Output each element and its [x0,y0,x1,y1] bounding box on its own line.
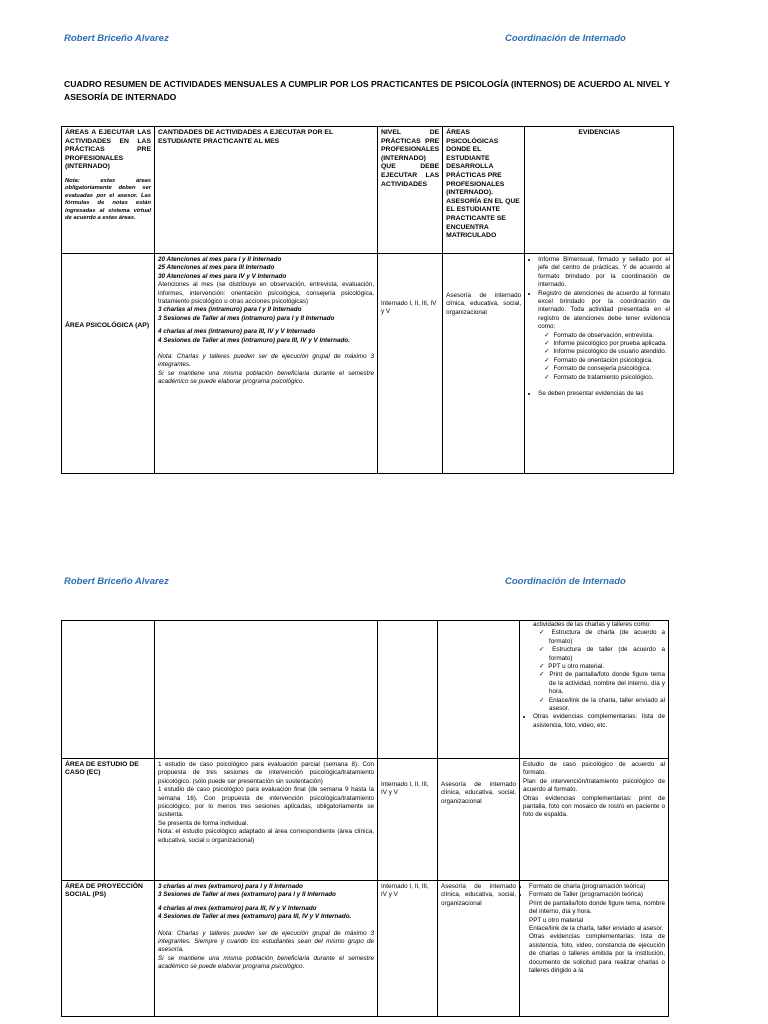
activity-item: 1 estudio de caso psicológico para evaluación final (de semana 9 hasta la semana 16). Con propuesta de intervención psicológica/tratamiento psicológico, por lo menos tres sesiones aplicadas, obligatoriamente se sustenta. [158,786,374,819]
evidence-item: Otras evidencias complementarias: print de pantalla, foto con mosaico de rostro en paciente o foto de espalda. [523,794,665,819]
activity-item: 4 Sesiones de Taller al mes (extramuro) para III, IV y V Internado. [158,913,352,921]
activity-item: 30 Atenciones al mes para IV y V Internado [158,272,287,280]
table-row-continuation [62,621,669,759]
activity-note: Nota: Charlas y talleres pueden ser de ejecución grupal de máximo 3 integrantes. Siempre y cuando los estudiantes sean del mismo grupo de asesoría. [158,929,374,954]
evidence-check-item: ✓ PPT u otro material. [549,663,665,671]
activity-item: 3 Sesiones de Taller al mes (extramuro) para I y II Internado [158,891,336,899]
activity-item: Se presenta de forma individual. [158,819,249,827]
area-label-ps: ÁREA DE PROYECCIÓN SOCIAL (PS) [62,881,155,1017]
area-label-empty [62,621,155,759]
evidence-item: • Informe Bimensual, firmado y sellado por el jefe del centro de prácticas. Y de acuerdo al formato brindado por la coordinación de internado. [538,256,670,290]
level-ap: Internado I, II, III, IV y V [378,254,443,474]
header-department: Coordinación de Internado [505,33,626,44]
evidence-check-item: ✓ Formato de observación, entrevista. [554,332,670,340]
evidence-check-item: ✓ Formato de tratamiento psicológico. [554,374,670,382]
evidence-line: PPT u otro material [529,916,584,924]
advisory-ec: Asesoría de internado clínica, educativa, social, organizacional [438,759,520,881]
table-row-ec [62,759,669,881]
activity-item: 3 Sesiones de Taller al mes (intramuro) para I y II Internado [158,314,335,322]
header-department-page2: Coordinación de Internado [505,576,626,587]
evidence-item: Estudio de caso psicológico de acuerdo al formato. [523,761,665,777]
activity-note: Si se mantiene una misma población beneficiaria durante el semestre académico se puede elaborar programa psicológico. [158,369,374,386]
header-level: NIVEL DE PRÁCTICAS PRE PROFESIONALES (INTERNADO) QUE DEBE EJECUTAR LAS ACTIVIDADES [378,127,443,254]
activities-ec [155,759,378,881]
evidence-line: Otras evidencias complementarias: lista de asistencia, foto, video, constancia de ejecución de charlas o talleres emitida por la institución, documento de solicitud para realizar charlas o talleres dirigido a la [529,933,665,975]
activities-ap [155,254,378,474]
activities-ps [155,881,378,1017]
table-row-ps [62,881,669,1017]
evidence-check-item: ✓ Estructura de taller (de acuerdo a formato) [549,646,665,663]
evidence-check-item: ✓ Print de pantalla/foto donde figure tema de la actividad, nombre del interno, día y hora. [549,671,665,696]
level-empty [378,621,438,759]
evidence-ap [525,254,674,474]
evidence-item: • Formato de Taller (programación teórica) [529,891,665,899]
evidence-ec [520,759,669,881]
evidence-item: Plan de intervención/tratamiento psicológico de acuerdo al formato. [523,777,665,794]
evidence-check-item: ✓ Enlace/link de la charla, taller enviado al asesor. [549,697,665,714]
advisory-ap: Asesoría de internado clínica, educativa, social, organizacional [443,254,525,474]
document-title: CUADRO RESUMEN DE ACTIVIDADES MENSUALES A CUMPLIR POR LOS PRACTICANTES DE PSICOLOGÍA (INTERNOS) DE ACUERDO AL NIVEL Y ASESORÍA DE INTERNADO [64,79,670,102]
evidence-item: • Registro de atenciones de acuerdo al formato excel brindado por la coordinación de internado. Toda actividad presentada en el registro de atenciones debe tener evidencia como: [538,290,670,332]
evidence-intro: actividades de las charlas y talleres como: [533,621,651,628]
header-evidence: EVIDENCIAS [525,127,674,254]
area-label-ap: ÁREA PSICOLÓGICA (AP) [62,254,155,474]
evidence-line: Print de pantalla/foto donde figure tema, nombre del interno, día y hora. [529,899,665,916]
advisory-ps: Asesoría de internado clínica, educativa, social, organizacional [438,881,520,1017]
activities-table-page2 [61,620,669,1017]
header-areas: ÁREAS A EJECUTAR LAS ACTIVIDADES EN LAS PRÁCTICAS PRE PROFESIONALES (INTERNADO) Nota: estas áreas obligatoriamente deben ser evaluadas por el asesor. Las fórmulas de notas están ingresadas al sistema virtual de acuerdo a estas áreas. [62,127,155,254]
header-author-page2: Robert Briceño Alvarez [64,576,169,587]
area-label-ec: ÁREA DE ESTUDIO DE CASO (EC) [62,759,155,881]
activities-table-page1 [61,126,674,474]
evidence-check-item: ✓ Formato de consejería psicológica. [554,365,670,373]
activity-item: 20 Atenciones al mes para I y II Internado [158,256,282,263]
activity-item: 25 Atenciones al mes para III Internado [158,264,275,272]
activity-item: 1 estudio de caso psicológico para evaluación parcial (semana 8). Con propuesta de tres sesiones de intervención psicológica/tratamiento psicológico. (sólo puede ser presentación sin sustentación) [158,761,374,785]
activity-item: Atenciones al mes (se distribuye en observación, entrevista, evaluación, informes, intervención: orientación psicológica, consejería psicológica, tratamiento psicológico u otras acciones psicológicas) [158,281,374,306]
header-psych-areas: ÁREAS PSICOLÓGICAS DONDE EL ESTUDIANTE DESARROLLA PRÁCTICAS PRE PROFESIONALES (INTERNADO). ASESORÍA EN EL QUE EL ESTUDIANTE PRACTICANTE SE ENCUENTRA MATRICULADO [443,127,525,254]
activity-note: Si se mantiene una misma población beneficiaria durante el semestre académico se puede elaborar programa psicológico. [158,954,374,971]
activity-item: 4 charlas al mes (extramuro) para III, IV y V Internado [158,904,317,912]
evidence-item: • Se deben presentar evidencias de las [538,390,670,398]
evidence-check-item: ✓ Estructura de charla (de acuerdo a formato) [549,629,665,646]
table-header-row [62,127,674,254]
activity-item: 3 charlas al mes (extramuro) para I y II Internado [158,883,303,890]
header-areas-note: Nota: estas áreas obligatoriamente deben ser evaluadas por el asesor. Las fórmulas de notas están ingresadas al sistema virtual de acuerdo a estas áreas. [65,177,151,221]
activity-note: Nota: Charlas y talleres pueden ser de ejecución grupal de máximo 3 integrantes. [158,353,374,369]
evidence-check-item: ✓ Informe psicológico por prueba aplicada. [554,340,670,348]
evidence-item: • Otras evidencias complementarias: lista de asistencia, foto, video, etc. [533,713,665,730]
header-quantities: CANTIDADES DE ACTIVIDADES A EJECUTAR POR EL ESTUDIANTE PRACTICANTE AL MES [155,127,378,254]
advisory-empty [438,621,520,759]
activity-item: 4 charlas al mes (intramuro) para III, IV y V Internado [158,328,316,336]
activity-item: Nota: el estudio psicológico adaptado al área correspondiente (área clínica, educativa, social u organizacional) [158,828,374,844]
activities-empty [155,621,378,759]
level-ps: Internado I, II, III, IV y V [378,881,438,1017]
evidence-line: Enlace/link de la charla, taller enviado al asesor. [529,925,664,933]
header-author: Robert Briceño Alvarez [64,33,169,44]
activity-item: 3 charlas al mes (intramuro) para I y II Internado [158,306,302,314]
level-ec: Internado I, II, III, IV y V [378,759,438,881]
activity-item: 4 Sesiones de Taller al mes (intramuro) para III, IV y V Internado. [158,336,350,344]
evidence-check-item: ✓ Informe psicológico de usuario atendido. [554,348,670,356]
table-row-ap [62,254,674,474]
evidence-continuation [520,621,669,759]
evidence-ps [520,881,669,1017]
evidence-item: • Formato de charla (programación teórica) [529,883,665,891]
evidence-check-item: ✓ Formato de orientación psicológica. [554,357,670,365]
